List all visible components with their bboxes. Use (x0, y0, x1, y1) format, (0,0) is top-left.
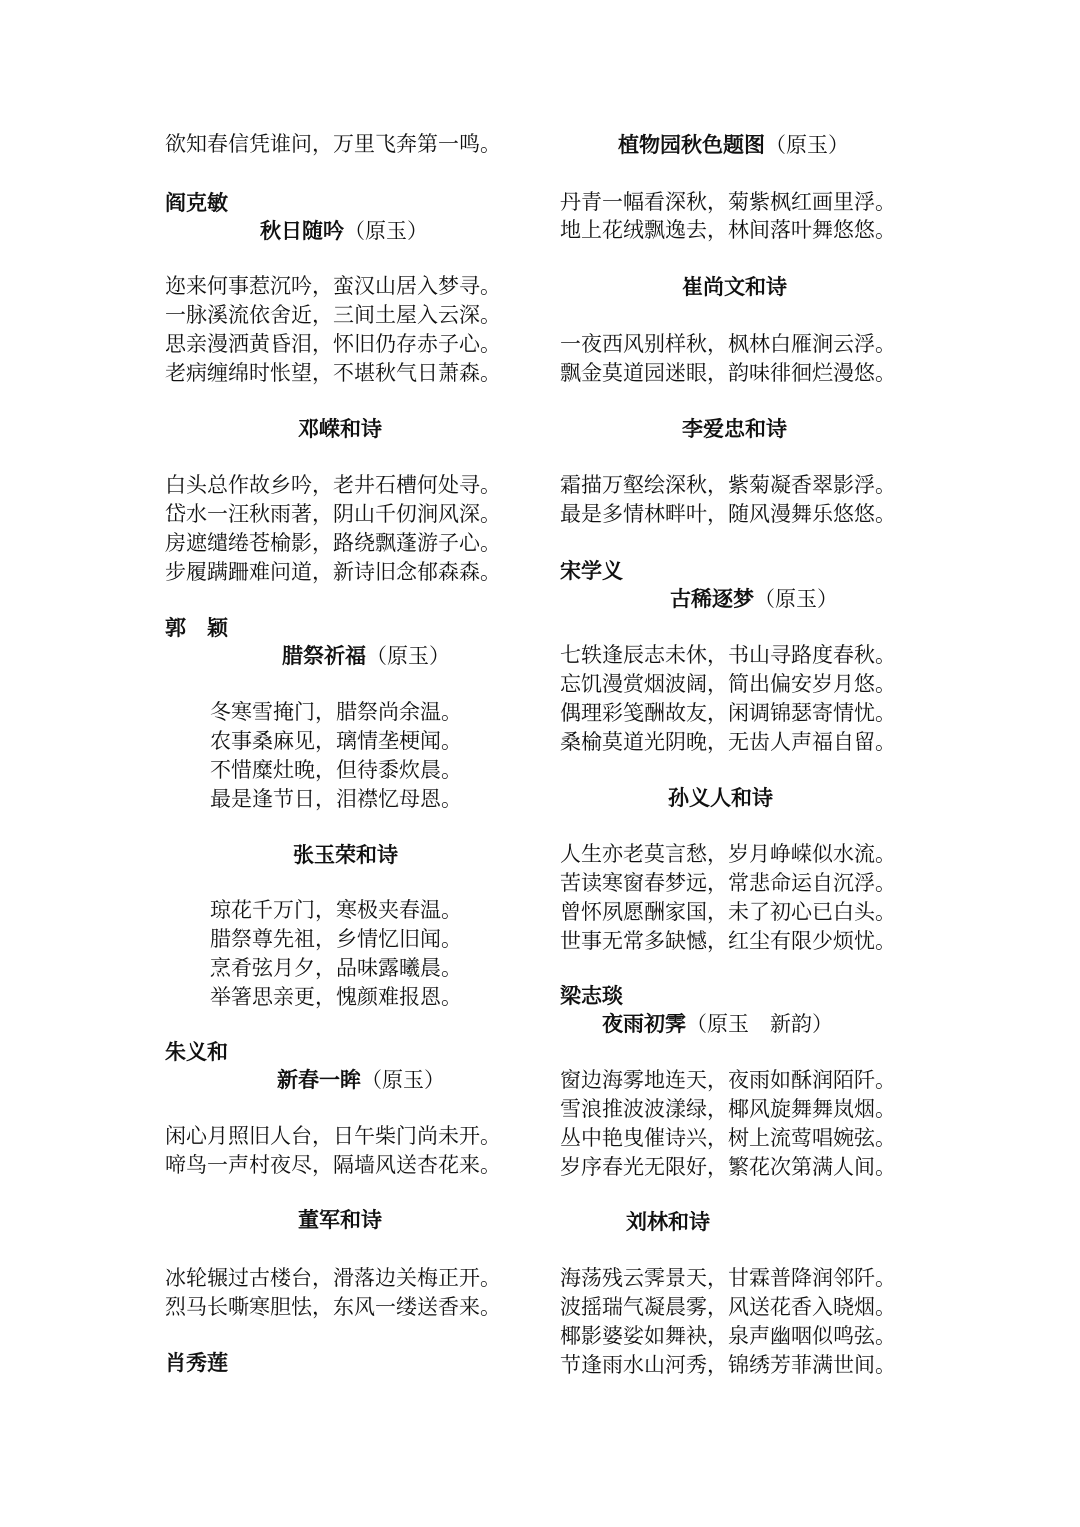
poem-line: 步履蹒跚难问道，新诗旧念郁森森。 (165, 560, 501, 584)
poem-line: 岁序春光无限好，繁花次第满人间。 (560, 1155, 896, 1179)
author-name: 朱义和 (165, 1039, 228, 1064)
poem-line: 烹肴弦月夕，品味露曦晨。 (210, 956, 462, 980)
poem-line: 霜描万壑绘深秋，紫菊凝香翠影浮。 (560, 473, 896, 497)
author-name: 肖秀莲 (165, 1350, 228, 1375)
poem-line: 琼花千万门，寒极夹春温。 (210, 898, 462, 922)
poem-line: 一夜西风别样秋，枫林白雁涧云浮。 (560, 332, 896, 356)
poem-line: 人生亦老莫言愁，岁月峥嵘似水流。 (560, 842, 896, 866)
poem-line: 啼鸟一声村夜尽，隔墙风送杏花来。 (165, 1153, 501, 1177)
poem-line: 白头总作故乡吟，老井石槽何处寻。 (165, 473, 501, 497)
poem-line: 闲心月照旧人台，日午柴门尚未开。 (165, 1124, 501, 1148)
poem-line: 不惜糜灶晚，但待黍炊晨。 (210, 758, 462, 782)
author-name: 郭 颖 (165, 615, 228, 640)
poem-line: 桑榆莫道光阴晚，无齿人声福自留。 (560, 730, 896, 754)
poem-line: 波摇瑞气凝晨雾，风送花香入晓烟。 (560, 1295, 896, 1319)
poem-title: 古稀逐梦（原玉） (670, 586, 838, 611)
poem-line: 欲知春信凭谁问，万里飞奔第一鸣。 (165, 132, 501, 156)
poem-line: 最是多情林畔叶，随风漫舞乐悠悠。 (560, 502, 896, 526)
poem-line: 曾怀夙愿酬家国，未了初心已白头。 (560, 900, 896, 924)
poem-title: 新春一眸（原玉） (277, 1067, 445, 1092)
poem-line: 举箸思亲更，愧颜难报恩。 (210, 985, 462, 1009)
poem-line: 七轶逢辰志未休，书山寻路度春秋。 (560, 643, 896, 667)
poem-line: 老病缠绵时怅望，不堪秋气日萧森。 (165, 361, 501, 385)
poem-line: 海荡残云霁景天，甘霖普降润邻阡。 (560, 1266, 896, 1290)
author-name: 梁志琰 (560, 983, 623, 1008)
poem-line: 最是逢节日，泪襟忆母恩。 (210, 787, 462, 811)
author-name: 宋学义 (560, 558, 623, 583)
poem-line: 农事桑麻见，璃情垄梗闻。 (210, 729, 462, 753)
poem-line: 椰影婆娑如舞袂，泉声幽咽似鸣弦。 (560, 1324, 896, 1348)
poem-line: 一脉溪流依舍近，三间土屋入云深。 (165, 303, 501, 327)
poem-line: 岱水一汪秋雨著，阴山千仞涧风深。 (165, 502, 501, 526)
poem-line: 窗边海雾地连天，夜雨如酥润陌阡。 (560, 1068, 896, 1092)
poem-line: 冬寒雪掩门，腊祭尚余温。 (210, 700, 462, 724)
poem-line: 雪浪推波波漾绿，椰风旋舞舞岚烟。 (560, 1097, 896, 1121)
poem-title: 董军和诗 (298, 1207, 382, 1232)
poem-title: 腊祭祈福（原玉） (282, 643, 450, 668)
poem-title: 植物园秋色题图（原玉） (618, 132, 849, 157)
poem-title: 张玉荣和诗 (293, 842, 398, 867)
poem-line: 丹青一幅看深秋，菊紫枫红画里浮。 (560, 190, 896, 214)
poem-line: 迩来何事惹沉吟，蛮汉山居入梦寻。 (165, 274, 501, 298)
author-name: 阎克敏 (165, 190, 228, 215)
poem-line: 烈马长嘶寒胆怯，东风一缕送香来。 (165, 1295, 501, 1319)
poem-title: 李爱忠和诗 (682, 416, 787, 441)
poem-title: 孙义人和诗 (668, 785, 773, 810)
poem-line: 腊祭尊先祖，乡情忆旧闻。 (210, 927, 462, 951)
poem-line: 世事无常多缺憾，红尘有限少烦忧。 (560, 929, 896, 953)
poem-line: 冰轮辗过古楼台，滑落边关梅正开。 (165, 1266, 501, 1290)
poem-line: 地上花绒飘逸去，林间落叶舞悠悠。 (560, 218, 896, 242)
poem-line: 苦读寒窗春梦远，常悲命运自沉浮。 (560, 871, 896, 895)
poem-line: 忘饥漫赏烟波阔，简出偏安岁月悠。 (560, 672, 896, 696)
poem-line: 房遮缱绻苍榆影，路绕飘蓬游子心。 (165, 531, 501, 555)
poem-title: 秋日随吟（原玉） (260, 218, 428, 243)
poem-line: 丛中艳曳催诗兴，树上流莺唱婉弦。 (560, 1126, 896, 1150)
poem-title: 刘林和诗 (626, 1209, 710, 1234)
poem-line: 节逢雨水山河秀，锦绣芳菲满世间。 (560, 1353, 896, 1377)
poem-title: 崔尚文和诗 (682, 274, 787, 299)
poem-line: 飘金莫道园迷眼，韵味徘徊烂漫悠。 (560, 361, 896, 385)
poem-title: 邓嵘和诗 (298, 416, 382, 441)
poem-title: 夜雨初霁（原玉 新韵） (602, 1011, 833, 1036)
poem-line: 偶理彩笺酬故友，闲调锦瑟寄情忧。 (560, 701, 896, 725)
poem-line: 思亲漫洒黄昏泪，怀旧仍存赤子心。 (165, 332, 501, 356)
